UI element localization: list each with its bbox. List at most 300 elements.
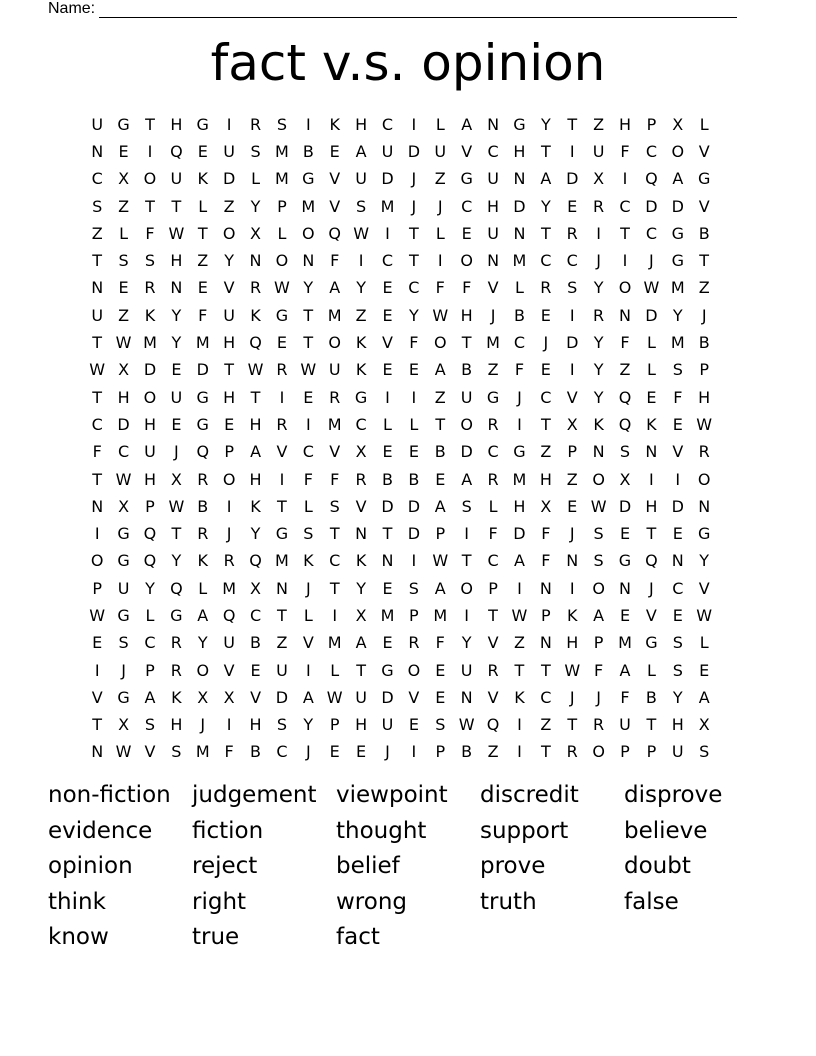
grid-letter: E	[92, 633, 103, 653]
grid-letter: W	[590, 496, 607, 516]
grid-letter: T	[646, 524, 657, 544]
grid-letter: N	[513, 169, 526, 189]
grid-letter: C	[144, 633, 156, 653]
grid-letter: O	[697, 469, 711, 489]
grid-letter: K	[144, 305, 156, 325]
grid-letter: J	[200, 715, 206, 735]
grid-letter: G	[117, 605, 130, 625]
grid-letter: W	[247, 360, 264, 380]
grid-letter: S	[593, 524, 604, 544]
grid-letter: V	[144, 742, 156, 762]
grid-letter: K	[250, 305, 261, 325]
grid-letter: E	[408, 360, 419, 380]
grid-letter: N	[513, 223, 526, 243]
grid-letter: Q	[618, 387, 632, 407]
grid-letter: F	[620, 141, 630, 161]
grid-letter: G	[354, 387, 368, 407]
word-list-item: think	[48, 888, 106, 915]
grid-letter: S	[408, 578, 419, 598]
grid-letter: H	[170, 715, 183, 735]
grid-letter: P	[145, 496, 155, 516]
grid-letter: C	[619, 196, 631, 216]
grid-letter: J	[596, 251, 601, 271]
grid-letter: F	[303, 469, 313, 489]
grid-letter: E	[303, 387, 314, 407]
grid-letter: J	[596, 687, 601, 707]
grid-letter: F	[330, 469, 340, 489]
grid-letter: R	[223, 551, 235, 571]
grid-letter: M	[512, 251, 527, 271]
grid-letter: A	[698, 687, 710, 707]
grid-letter: L	[145, 605, 155, 625]
grid-letter: H	[223, 333, 236, 353]
grid-letter: S	[144, 715, 156, 735]
grid-letter: O	[592, 578, 605, 598]
grid-letter: T	[435, 414, 446, 434]
grid-letter: F	[435, 278, 445, 298]
grid-letter: K	[355, 333, 367, 353]
grid-letter: Z	[566, 469, 578, 489]
grid-letter: M	[327, 633, 342, 653]
grid-letter: C	[487, 442, 499, 462]
grid-letter: E	[672, 605, 683, 625]
grid-letter: C	[276, 742, 288, 762]
grid-letter: E	[224, 414, 235, 434]
grid-letter: G	[671, 223, 684, 243]
grid-letter: E	[382, 278, 393, 298]
grid-letter: D	[618, 496, 632, 516]
grid-letter: P	[593, 633, 604, 653]
grid-letter: X	[672, 114, 684, 134]
grid-letter: S	[171, 742, 182, 762]
word-list-item: prove	[480, 853, 546, 879]
grid-letter: C	[672, 578, 684, 598]
grid-letter: T	[171, 524, 182, 544]
grid-letter: R	[197, 524, 209, 544]
grid-letter: P	[409, 605, 419, 625]
grid-letter: J	[649, 251, 654, 271]
grid-letter: I	[385, 387, 390, 407]
grid-letter: O	[222, 469, 236, 489]
grid-row	[84, 166, 717, 193]
grid-letter: K	[197, 551, 208, 571]
grid-letter: X	[250, 578, 262, 598]
grid-letter: Z	[118, 196, 130, 216]
grid-letter: L	[409, 414, 419, 434]
grid-letter: V	[566, 387, 578, 407]
grid-letter: I	[649, 469, 654, 489]
grid-letter: V	[329, 169, 341, 189]
grid-row	[84, 739, 717, 766]
grid-letter: F	[198, 305, 208, 325]
grid-letter: Z	[197, 251, 209, 271]
grid-letter: E	[699, 660, 710, 680]
grid-letter: W	[300, 360, 317, 380]
grid-letter: R	[355, 469, 367, 489]
grid-letter: U	[381, 715, 394, 735]
grid-letter: R	[170, 633, 182, 653]
grid-letter: Y	[250, 196, 261, 216]
grid-letter: V	[329, 442, 341, 462]
grid-letter: Q	[196, 442, 210, 462]
grid-letter: I	[411, 742, 417, 762]
grid-letter: O	[618, 278, 632, 298]
grid-letter: Z	[355, 305, 367, 325]
grid-letter: Q	[645, 169, 658, 189]
grid-letter: H	[645, 496, 658, 516]
grid-letter: E	[382, 305, 393, 325]
grid-letter: I	[279, 387, 285, 407]
grid-letter: T	[514, 660, 525, 680]
grid-letter: N	[249, 251, 262, 271]
grid-letter: O	[143, 387, 157, 407]
grid-letter: K	[355, 360, 367, 380]
grid-letter: S	[250, 141, 261, 161]
grid-letter: N	[487, 251, 500, 271]
grid-letter: S	[276, 715, 287, 735]
grid-letter: S	[329, 496, 340, 516]
grid-letter: D	[381, 496, 394, 516]
grid-letter: Z	[619, 360, 631, 380]
grid-letter: B	[408, 469, 420, 489]
grid-letter: N	[487, 114, 500, 134]
grid-letter: T	[567, 715, 578, 735]
word-list-item: believe	[624, 817, 708, 844]
grid-letter: Y	[593, 333, 604, 353]
grid-letter: T	[197, 223, 208, 243]
grid-letter: V	[355, 496, 367, 516]
grid-letter: I	[675, 469, 681, 489]
grid-letter: F	[620, 687, 630, 707]
grid-letter: O	[592, 469, 605, 489]
grid-letter: I	[279, 469, 285, 489]
grid-letter: G	[697, 169, 711, 189]
grid-letter: R	[249, 114, 262, 134]
grid-letter: Z	[487, 742, 499, 762]
grid-letter: I	[226, 114, 232, 134]
grid-letter: M	[380, 605, 395, 625]
grid-letter: W	[511, 605, 528, 625]
grid-letter: D	[407, 141, 421, 161]
grid-letter: H	[117, 387, 130, 407]
grid-letter: M	[301, 196, 316, 216]
grid-letter: L	[699, 633, 709, 653]
grid-letter: G	[460, 169, 473, 189]
grid-letter: Y	[593, 278, 604, 298]
grid-letter: J	[226, 524, 232, 544]
grid-letter: J	[411, 169, 417, 189]
grid-row	[84, 357, 717, 384]
grid-letter: N	[170, 278, 183, 298]
page-title: fact v.s. opinion	[210, 34, 606, 92]
grid-letter: X	[593, 169, 605, 189]
grid-letter: W	[643, 278, 660, 298]
grid-letter: C	[645, 141, 657, 161]
grid-letter: O	[196, 660, 210, 680]
grid-letter: Q	[170, 578, 183, 598]
grid-letter: J	[543, 333, 549, 353]
grid-letter: H	[170, 114, 183, 134]
grid-letter: G	[196, 387, 209, 407]
grid-letter: W	[115, 742, 132, 762]
grid-letter: S	[303, 524, 314, 544]
grid-letter: B	[434, 442, 446, 462]
grid-letter: L	[277, 223, 287, 243]
grid-letter: F	[409, 333, 419, 353]
grid-letter: T	[92, 715, 103, 735]
grid-letter: U	[487, 223, 499, 243]
grid-letter: N	[302, 251, 315, 271]
grid-letter: M	[275, 169, 289, 189]
word-list-item: true	[192, 924, 240, 950]
grid-letter: E	[250, 660, 261, 680]
grid-letter: K	[514, 687, 525, 707]
grid-letter: E	[329, 742, 340, 762]
grid-letter: V	[698, 141, 710, 161]
grid-letter: M	[433, 605, 448, 625]
grid-letter: U	[223, 141, 235, 161]
grid-letter: X	[118, 496, 130, 516]
grid-letter: R	[329, 387, 341, 407]
word-list-item: non-fiction	[48, 782, 171, 808]
grid-letter: S	[699, 742, 710, 762]
word-list-item: belief	[336, 853, 400, 879]
grid-letter: G	[117, 524, 130, 544]
grid-letter: B	[698, 223, 710, 243]
grid-letter: R	[593, 715, 605, 735]
grid-letter: U	[328, 360, 341, 380]
grid-letter: E	[461, 223, 472, 243]
grid-letter: G	[196, 114, 209, 134]
grid-letter: R	[698, 442, 710, 462]
grid-letter: R	[197, 469, 209, 489]
grid-letter: K	[303, 551, 314, 571]
grid-letter: T	[461, 551, 472, 571]
word-list-item: opinion	[48, 853, 133, 879]
grid-letter: R	[487, 414, 499, 434]
grid-letter: V	[223, 660, 235, 680]
grid-letter: J	[305, 742, 311, 762]
grid-letter: I	[622, 251, 628, 271]
grid-letter: T	[567, 114, 578, 134]
grid-letter: H	[487, 196, 500, 216]
grid-letter: M	[486, 333, 500, 353]
grid-letter: T	[382, 524, 393, 544]
grid-letter: N	[671, 551, 684, 571]
grid-letter: U	[276, 660, 288, 680]
grid-letter: D	[513, 196, 526, 216]
grid-letter: S	[619, 442, 631, 462]
grid-letter: Y	[145, 578, 155, 598]
grid-letter: O	[328, 333, 341, 353]
grid-letter: V	[382, 333, 393, 353]
grid-row	[84, 193, 717, 220]
grid-letter: W	[432, 305, 449, 325]
grid-letter: T	[224, 360, 235, 380]
grid-letter: X	[355, 605, 367, 625]
grid-letter: F	[330, 251, 340, 271]
grid-row	[84, 439, 717, 466]
grid-letter: C	[408, 278, 420, 298]
grid-letter: A	[540, 169, 552, 189]
grid-letter: V	[276, 442, 288, 462]
word-list-item: wrong	[336, 888, 408, 915]
grid-letter: I	[569, 360, 575, 380]
grid-letter: N	[275, 578, 288, 598]
grid-letter: G	[513, 442, 526, 462]
grid-letter: T	[488, 605, 498, 625]
grid-letter: W	[89, 605, 106, 625]
grid-letter: I	[226, 496, 232, 516]
grid-letter: N	[91, 496, 104, 516]
grid-letter: N	[539, 578, 552, 598]
grid-letter: T	[92, 251, 103, 271]
grid-letter: R	[540, 278, 552, 298]
grid-letter: N	[460, 687, 473, 707]
grid-letter: C	[540, 387, 552, 407]
grid-letter: I	[305, 414, 311, 434]
grid-letter: A	[672, 169, 684, 189]
grid-letter: T	[620, 223, 630, 243]
grid-letter: E	[197, 141, 208, 161]
grid-letter: N	[91, 278, 104, 298]
grid-letter: R	[144, 278, 156, 298]
grid-letter: S	[593, 551, 604, 571]
grid-letter: F	[145, 223, 155, 243]
word-list-item: know	[48, 924, 109, 950]
grid-letter: T	[540, 660, 551, 680]
grid-letter: H	[539, 469, 552, 489]
grid-letter: U	[170, 169, 183, 189]
grid-letter: F	[594, 660, 604, 680]
grid-letter: U	[355, 169, 367, 189]
grid-letter: C	[91, 169, 103, 189]
grid-letter: E	[118, 141, 129, 161]
grid-letter: Z	[91, 223, 103, 243]
grid-letter: Y	[461, 633, 472, 653]
grid-letter: R	[487, 469, 499, 489]
grid-letter: E	[435, 687, 446, 707]
grid-letter: D	[381, 169, 394, 189]
grid-letter: J	[569, 524, 575, 544]
grid-letter: T	[250, 387, 261, 407]
grid-letter: L	[198, 196, 208, 216]
grid-letter: V	[223, 278, 235, 298]
grid-letter: Q	[249, 551, 262, 571]
grid-letter: A	[619, 660, 631, 680]
grid-letter: L	[699, 114, 709, 134]
grid-letter: A	[513, 551, 525, 571]
grid-letter: N	[592, 442, 605, 462]
grid-letter: T	[540, 742, 551, 762]
grid-letter: U	[223, 633, 235, 653]
grid-letter: Q	[222, 605, 236, 625]
grid-letter: X	[540, 496, 552, 516]
grid-letter: A	[250, 442, 262, 462]
grid-letter: Q	[143, 551, 157, 571]
grid-letter: C	[118, 442, 130, 462]
grid-letter: U	[460, 660, 473, 680]
grid-letter: C	[513, 333, 526, 353]
grid-letter: E	[408, 715, 419, 735]
grid-letter: Q	[486, 715, 500, 735]
grid-letter: C	[645, 223, 657, 243]
word-list-item: false	[624, 888, 679, 915]
grid-letter: L	[198, 578, 208, 598]
grid-letter: A	[355, 141, 367, 161]
grid-letter: I	[437, 251, 443, 271]
grid-letter: I	[147, 141, 153, 161]
word-list-item: discredit	[480, 782, 579, 808]
grid-letter: I	[569, 578, 575, 598]
grid-letter: N	[566, 551, 579, 571]
grid-letter: E	[382, 442, 393, 462]
grid-row	[84, 630, 717, 657]
grid-letter: F	[514, 360, 525, 380]
grid-letter: U	[170, 387, 183, 407]
grid-letter: R	[408, 633, 420, 653]
grid-letter: G	[618, 551, 632, 571]
grid-letter: Y	[171, 305, 182, 325]
grid-letter: U	[91, 114, 104, 134]
grid-letter: W	[458, 715, 475, 735]
grid-letter: T	[145, 196, 155, 216]
grid-letter: H	[143, 414, 156, 434]
grid-letter: R	[593, 196, 605, 216]
grid-letter: D	[222, 169, 236, 189]
grid-letter: N	[91, 141, 104, 161]
grid-row	[84, 111, 717, 138]
grid-letter: C	[487, 141, 499, 161]
grid-letter: U	[223, 305, 235, 325]
grid-letter: J	[385, 742, 390, 762]
grid-letter: F	[92, 442, 102, 462]
grid-letter: G	[117, 551, 130, 571]
grid-letter: N	[355, 524, 368, 544]
grid-letter: L	[383, 414, 392, 434]
grid-letter: M	[380, 196, 395, 216]
grid-letter: Z	[698, 278, 710, 298]
grid-letter: K	[171, 687, 182, 707]
grid-letter: E	[672, 524, 683, 544]
grid-letter: D	[407, 496, 421, 516]
grid-letter: R	[249, 278, 262, 298]
grid-letter: O	[460, 414, 473, 434]
grid-letter: I	[358, 251, 364, 271]
grid-letter: C	[540, 687, 552, 707]
grid-letter: Y	[540, 196, 551, 216]
grid-letter: J	[305, 578, 311, 598]
grid-letter: Q	[645, 551, 658, 571]
word-list-item: fiction	[192, 817, 264, 844]
grid-letter: E	[329, 141, 340, 161]
grid-letter: B	[302, 141, 314, 161]
grid-letter: J	[649, 578, 654, 598]
grid-letter: U	[460, 387, 473, 407]
grid-letter: H	[355, 715, 368, 735]
grid-letter: T	[303, 305, 314, 325]
grid-letter: Y	[303, 278, 314, 298]
grid-letter: C	[381, 114, 394, 134]
grid-letter: T	[303, 333, 314, 353]
grid-letter: E	[382, 633, 393, 653]
grid-letter: P	[541, 605, 551, 625]
grid-letter: F	[462, 278, 472, 298]
grid-letter: G	[117, 114, 130, 134]
grid-letter: E	[567, 196, 578, 216]
grid-letter: L	[330, 660, 340, 680]
grid-letter: P	[699, 360, 709, 380]
